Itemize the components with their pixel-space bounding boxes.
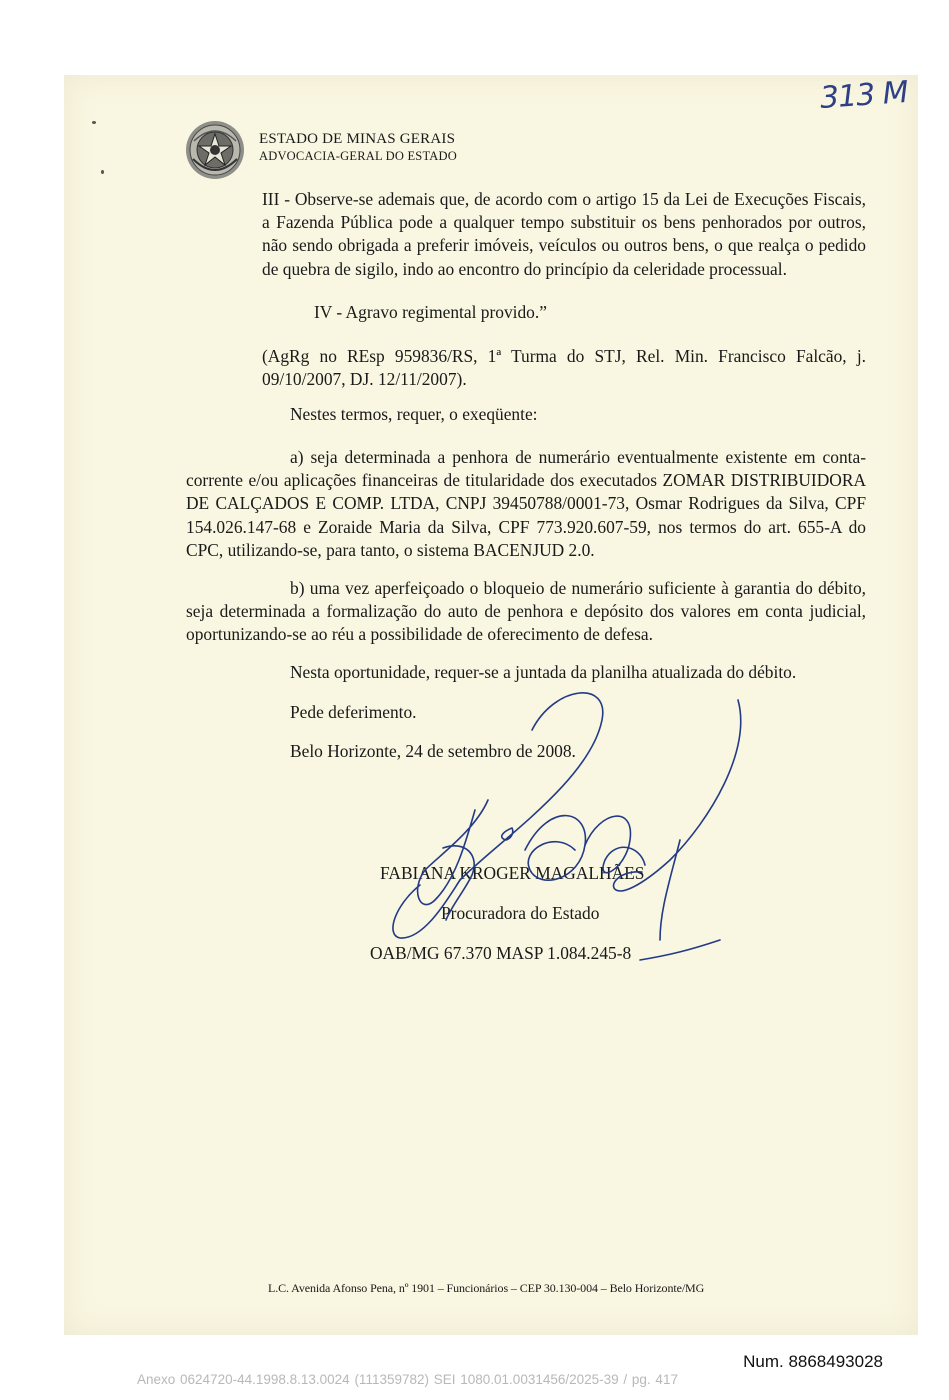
request-intro: Nestes termos, requer, o exeqüente: (290, 404, 538, 424)
coat-of-arms-icon (184, 119, 246, 181)
request-item-a (186, 446, 866, 562)
citation: (AgRg no REsp 959836/RS, 1ª Turma do STJ, Rel. Min. Francisco Falcão, j. 09/10/2007, DJ. 12/11/2007). (262, 346, 866, 390)
signatory-role: Procuradora do Estado (441, 903, 600, 923)
opportunity-request: Nesta oportunidade, requer-se a juntada da planilha atualizada do débito. (290, 662, 797, 682)
place-and-date: Belo Horizonte, 24 de setembro de 2008. (290, 741, 576, 761)
signatory-registration: OAB/MG 67.370 MASP 1.084.245-8 (370, 943, 632, 963)
header-subtitle: ADVOCACIA-GERAL DO ESTADO (259, 149, 457, 163)
request-item-a-text: a) seja determinada a penhora de numerário eventualmente existente em conta-corrente e/ou aplicações financeiras de titularidade dos executados ZOMAR DISTRIBUIDORA DE CALÇADOS E COMP. LTDA, CNPJ 39450788/0001-73, Osmar Rodrigues da Silva, CPF 154.026.147-68 e Zoraide Maria da Silva, CPF 773.920.607-59, nos termos do art. 655-A do CPC, utilizando-se, para tanto, o sistema BACENJUD 2.0. (186, 447, 866, 560)
quote-item-iv: IV - Agravo regimental provido.” (314, 302, 547, 322)
handwritten-page-number: 313 M (818, 74, 909, 117)
scan-speck (92, 121, 96, 124)
quote-item-iii: III - Observe-se ademais que, de acordo com o artigo 15 da Lei de Execuções Fiscais, a Fazenda Pública pode a qualquer tempo substituir os bens penhorados por outros, não sendo obrigada a preferir imóveis, veículos ou outros bens, o que realça o pedido de quebra de sigilo, indo ao encontro do princípio da celeridade processual. (262, 189, 866, 279)
closing-request: Pede deferimento. (290, 702, 417, 722)
request-item-b (186, 577, 866, 647)
scan-speck (101, 170, 104, 174)
annex-reference-stamp: Anexo 0624720-44.1998.8.13.0024 (111359782) SEI 1080.01.0031456/2025-39 / pg. 417 (137, 1372, 678, 1387)
request-item-b-text: b) uma vez aperfeiçoado o bloqueio de numerário suficiente à garantia do débito, seja determinada a formalização do auto de penhora e depósito dos valores em conta judicial, oportunizando-se ao réu a possibilidade de oferecimento de defesa. (186, 578, 866, 645)
header-title: ESTADO DE MINAS GERAIS (259, 131, 456, 147)
signatory-name: FABIANA KROGER MAGALHÃES (380, 863, 645, 883)
document-number-stamp: Num. 8868493028 (743, 1352, 883, 1371)
footer-address: L.C. Avenida Afonso Pena, nº 1901 – Funcionários – CEP 30.130-004 – Belo Horizonte/MG (268, 1281, 705, 1295)
